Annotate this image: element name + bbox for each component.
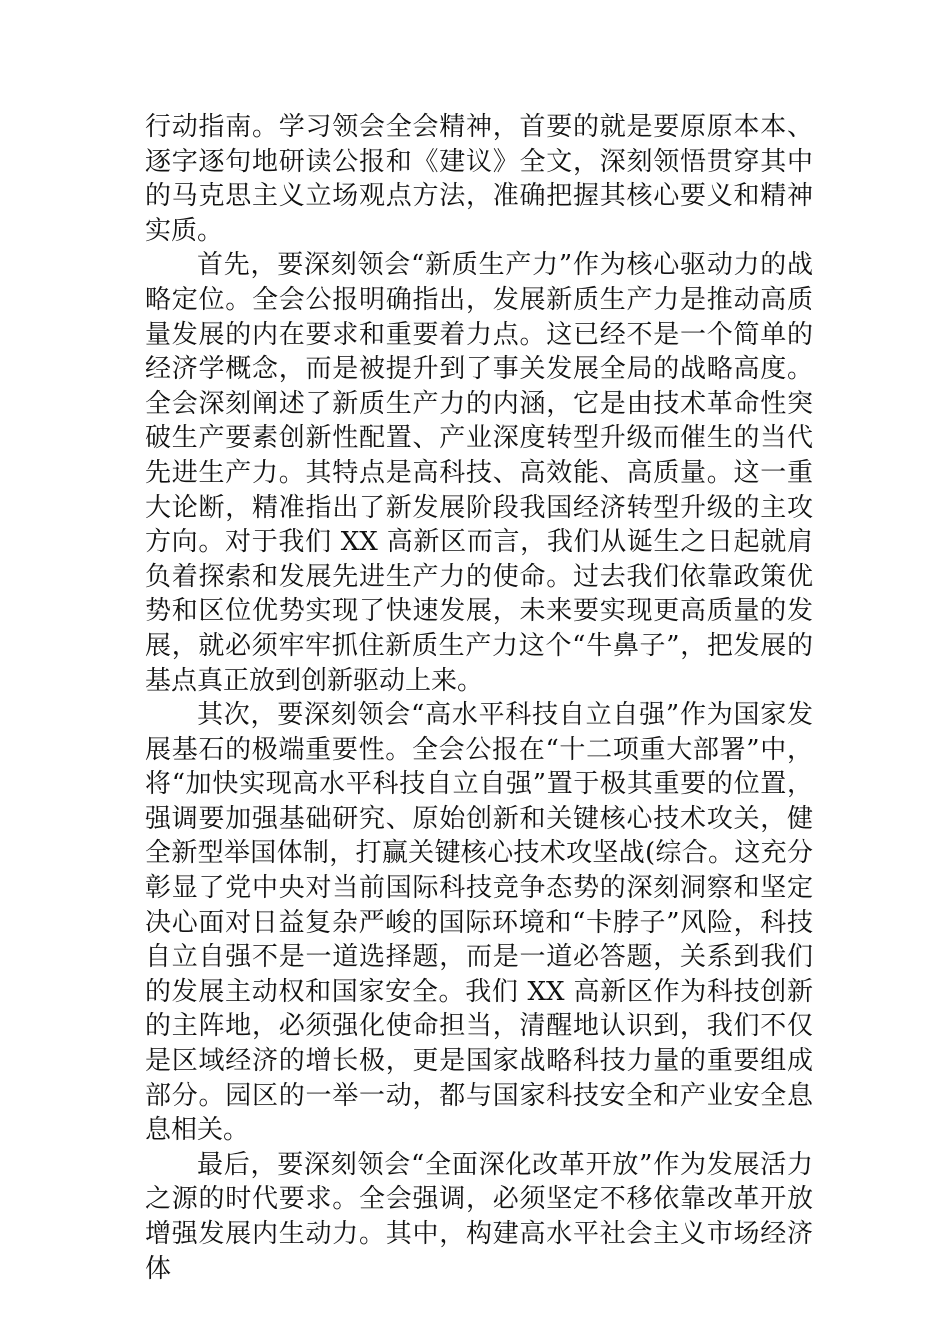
paragraph-new-productivity: 首先，要深刻领会“新质生产力”作为核心驱动力的战略定位。全会公报明确指出，发展新质生产力是推动高质量发展的内在要求和重要着力点。这已经不是一个简单的经济学概念，而是被提升到了事关发展全局的战略高度。全会深刻阐述了新质生产力的内涵，它是由技术革命性突破生产要素创新性配置、产业深度转型升级而催生的当代先进生产力。其特点是高科技、高效能、高质量。这一重大论断，精准指出了新发展阶段我国经济转型升级的主攻方向。对于我们 XX 高新区而言，我们从诞生之日起就肩负着探索和发展先进生产力的使命。过去我们依靠政策优势和区位优势实现了快速发展，未来要实现更高质量的发展，就必须牢牢抓住新质生产力这个“牛鼻子”，把发展的基点真正放到创新驱动上来。 [145, 250, 813, 696]
paragraph-continuation: 行动指南。学习领会全会精神，首要的就是要原原本本、逐字逐句地研读公报和《建议》全文，深刻领悟贯穿其中的马克思主义立场观点方法，准确把握其核心要义和精神实质。 [145, 112, 813, 246]
paragraph-reform-opening: 最后，要深刻领会“全面深化改革开放”作为发展活力之源的时代要求。全会强调，必须坚定不移依靠改革开放增强发展内生动力。其中，构建高水平社会主义市场经济体 [145, 1149, 813, 1284]
document-body [145, 110, 813, 1286]
paragraph-tech-self-reliance: 其次，要深刻领会“高水平科技自立自强”作为国家发展基石的极端重要性。全会公报在“十二项重大部署”中，将“加快实现高水平科技自立自强”置于极其重要的位置，强调要加强基础研究、原始创新和关键核心技术攻关，健全新型举国体制，打赢关键核心技术攻坚战(综合。这充分彰显了党中央对当前国际科技竞争态势的深刻洞察和坚定决心面对日益复杂严峻的国际环境和“卡脖子”风险，科技自立自强不是一道选择题，而是一道必答题，关系到我们的发展主动权和国家安全。我们 XX 高新区作为科技创新的主阵地，必须强化使命担当，清醒地认识到，我们不仅是区域经济的增长极，更是国家战略科技力量的重要组成部分。园区的一举一动，都与国家科技安全和产业安全息息相关。 [145, 700, 813, 1146]
